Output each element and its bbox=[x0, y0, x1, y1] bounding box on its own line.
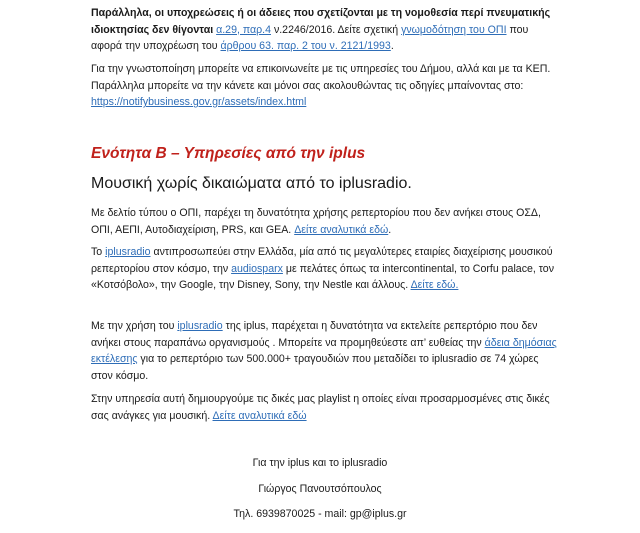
paragraph-license bbox=[91, 318, 561, 384]
paragraph-text: Για την γνωστοποίηση μπορείτε να επικοινωνείτε με τις υπηρεσίες του Δήμου, αλλά και με τα ΚΕΠ. Παράλληλα μπορείτε να την κάνετε και μόνοι σας ακολουθώντας τις οδηγίες μπαίνοντας στο: bbox=[91, 63, 551, 92]
paragraph-text: που αφορά την υποχρέωση του bbox=[91, 23, 529, 52]
paragraph-text: για το ρεπερτόριο των 500.000+ τραγουδιών που μεταδίδει το iplusradio σε 74 χώρες στον κόσμο. bbox=[91, 353, 539, 382]
paragraph-audiosparx bbox=[91, 244, 561, 294]
paragraph-notification bbox=[91, 61, 561, 111]
bold-intro-text: Παράλληλα, οι υποχρεώσεις ή οι άδειες που σχετίζονται με τη νομοθεσία περί πνευματικής ιδιοκτησίας δεν θίγονται bbox=[91, 7, 551, 36]
paragraph-text: με πελάτες όπως τα intercontinental, το Corfu palace, τον «Κοτσόβολο», την Google, την Disney, Sony, την Nestle και άλλους. bbox=[91, 262, 554, 291]
paragraph-text: Το bbox=[91, 246, 106, 258]
link-audiosparx[interactable]: audiosparx bbox=[231, 262, 283, 275]
paragraph-text: . bbox=[388, 223, 392, 236]
section-heading: Ενότητα Β – Υπηρεσίες από την iplus bbox=[91, 145, 366, 162]
link-iplusradio[interactable]: iplusradio bbox=[105, 246, 151, 258]
link-notifybusiness[interactable]: https://notifybusiness.gov.gr/assets/index.html bbox=[91, 96, 307, 108]
link-article-63[interactable]: άρθρου 63. παρ. 2 του ν. 2121/1993 bbox=[220, 40, 391, 52]
paragraph-text: Με την χρήση του bbox=[91, 320, 178, 332]
signature-line-name: Γιώργος Πανουτσόπουλος bbox=[258, 483, 382, 495]
link-public-performance-license[interactable]: άδεια δημόσιας εκτέλεσης bbox=[91, 336, 557, 365]
paragraph-text: Στην υπηρεσία αυτή δημιουργούμε τις δικές μας playlist η οποίες είναι προσαρμοσμένες στις δικές σας ανάγκες για μουσική. bbox=[91, 393, 550, 422]
signature-line-company: Για την iplus και το iplusradio bbox=[252, 457, 388, 469]
link-see-details-2[interactable]: Δείτε αναλυτικά εδώ bbox=[212, 409, 307, 422]
link-iplusradio-2[interactable]: iplusradio bbox=[177, 320, 223, 332]
paragraph-text: της iplus, παρέχεται η δυνατότητα να εκτελείτε ρεπερτόριο που δεν ανήκει στους παραπάνω οργανισμούς . Μπορείτε να προμηθεύεστε απ’ ευθείας την bbox=[91, 320, 538, 349]
link-article-29[interactable]: α.29, παρ.4 bbox=[216, 23, 271, 36]
subheading: Μουσική χωρίς δικαιώματα από το iplusradio. bbox=[91, 175, 412, 192]
link-see-details[interactable]: Δείτε αναλυτικά εδώ bbox=[294, 223, 389, 236]
paragraph-text: ν.2246/2016. Δείτε σχετική bbox=[271, 23, 402, 36]
paragraph-copyright-obligations bbox=[91, 5, 561, 55]
link-see-here[interactable]: Δείτε εδώ. bbox=[410, 279, 459, 291]
paragraph-press-release bbox=[91, 205, 561, 238]
paragraph-text: αντιπροσωπεύει στην Ελλάδα, μία από τις μεγαλύτερες εταιρίες διαχείρισης μουσικού ρεπερτορίου στον κόσμο, την bbox=[91, 246, 553, 275]
signature-line-contact: Τηλ. 6939870025 - mail: gp@iplus.gr bbox=[233, 508, 407, 520]
paragraph-playlists bbox=[91, 391, 561, 424]
paragraph-text: Με δελτίο τύπου ο ΟΠΙ, παρέχει τη δυνατότητα χρήσης ρεπερτορίου που δεν ανήκει στους ΟΣΔ, ΟΠΙ, ΑΕΠΙ, Αυτοδιαχείριση, PRS, και GEA. bbox=[91, 207, 541, 236]
link-opi-opinion[interactable]: γνωμοδότηση του ΟΠΙ bbox=[401, 23, 507, 36]
paragraph-text: . bbox=[390, 40, 394, 52]
